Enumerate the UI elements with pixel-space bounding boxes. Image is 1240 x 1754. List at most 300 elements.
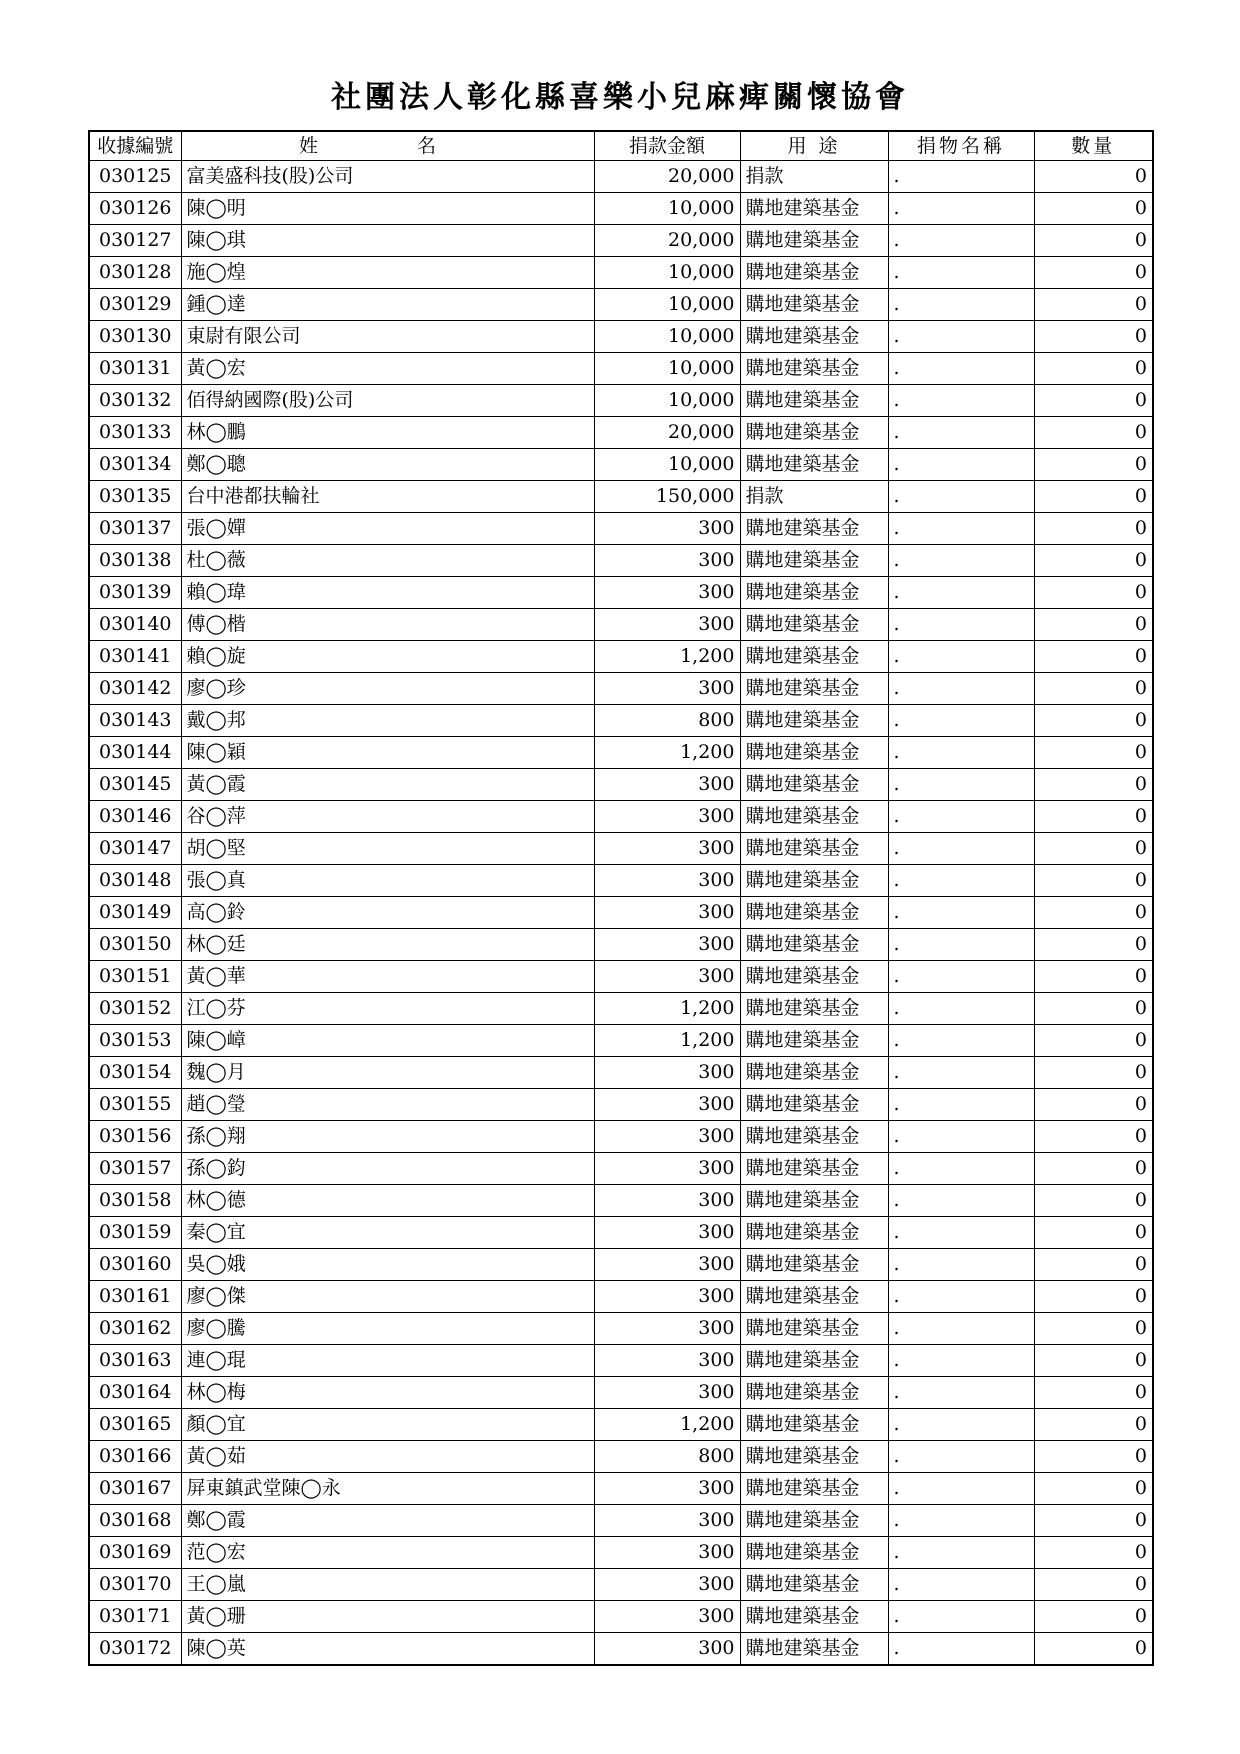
quantity-cell: 0: [1034, 289, 1153, 321]
quantity-cell: 0: [1034, 1537, 1153, 1569]
quantity-cell: 0: [1034, 449, 1153, 481]
purpose-cell: 捐款: [740, 161, 888, 193]
receipt-no-cell: 030125: [89, 161, 181, 193]
purpose-cell: 購地建築基金: [740, 929, 888, 961]
item-name-cell: .: [888, 833, 1034, 865]
quantity-cell: 0: [1034, 1249, 1153, 1281]
purpose-cell: 購地建築基金: [740, 577, 888, 609]
column-header-quantity: 數量: [1034, 131, 1153, 161]
item-name-cell: .: [888, 1633, 1034, 1666]
receipt-no-cell: 030152: [89, 993, 181, 1025]
amount-cell: 300: [594, 1217, 740, 1249]
amount-cell: 300: [594, 1249, 740, 1281]
donor-name-cell: 廖◯騰: [181, 1313, 594, 1345]
table-row: [89, 865, 1153, 897]
receipt-no-cell: 030132: [89, 385, 181, 417]
item-name-cell: .: [888, 705, 1034, 737]
receipt-no-cell: 030138: [89, 545, 181, 577]
item-name-cell: .: [888, 1121, 1034, 1153]
donor-name-cell: 吳◯娥: [181, 1249, 594, 1281]
table-row: [89, 1153, 1153, 1185]
quantity-cell: 0: [1034, 1505, 1153, 1537]
table-row: [89, 289, 1153, 321]
donor-name-cell: 王◯嵐: [181, 1569, 594, 1601]
table-row: [89, 609, 1153, 641]
donor-name-cell: 佰得納國際(股)公司: [181, 385, 594, 417]
purpose-cell: 購地建築基金: [740, 1025, 888, 1057]
donor-name-cell: 連◯琨: [181, 1345, 594, 1377]
table-row: [89, 897, 1153, 929]
amount-cell: 1,200: [594, 1409, 740, 1441]
receipt-no-cell: 030151: [89, 961, 181, 993]
donor-name-cell: 張◯嬋: [181, 513, 594, 545]
amount-cell: 300: [594, 1089, 740, 1121]
donor-name-cell: 黃◯宏: [181, 353, 594, 385]
quantity-cell: 0: [1034, 1473, 1153, 1505]
receipt-no-cell: 030137: [89, 513, 181, 545]
receipt-no-cell: 030142: [89, 673, 181, 705]
purpose-cell: 購地建築基金: [740, 961, 888, 993]
quantity-cell: 0: [1034, 545, 1153, 577]
table-row: [89, 1537, 1153, 1569]
amount-cell: 1,200: [594, 993, 740, 1025]
item-name-cell: .: [888, 1409, 1034, 1441]
purpose-cell: 購地建築基金: [740, 1057, 888, 1089]
item-name-cell: .: [888, 1249, 1034, 1281]
quantity-cell: 0: [1034, 993, 1153, 1025]
table-row: [89, 1281, 1153, 1313]
receipt-no-cell: 030145: [89, 769, 181, 801]
donor-name-cell: 林◯廷: [181, 929, 594, 961]
table-row: [89, 1409, 1153, 1441]
receipt-no-cell: 030139: [89, 577, 181, 609]
quantity-cell: 0: [1034, 385, 1153, 417]
donor-name-cell: 胡◯堅: [181, 833, 594, 865]
item-name-cell: .: [888, 1185, 1034, 1217]
receipt-no-cell: 030164: [89, 1377, 181, 1409]
receipt-no-cell: 030156: [89, 1121, 181, 1153]
amount-cell: 10,000: [594, 193, 740, 225]
donor-name-cell: 東尉有限公司: [181, 321, 594, 353]
quantity-cell: 0: [1034, 929, 1153, 961]
quantity-cell: 0: [1034, 1633, 1153, 1666]
item-name-cell: .: [888, 1313, 1034, 1345]
quantity-cell: 0: [1034, 1569, 1153, 1601]
table-row: [89, 1057, 1153, 1089]
receipt-no-cell: 030161: [89, 1281, 181, 1313]
purpose-cell: 購地建築基金: [740, 609, 888, 641]
quantity-cell: 0: [1034, 1409, 1153, 1441]
quantity-cell: 0: [1034, 961, 1153, 993]
item-name-cell: .: [888, 1025, 1034, 1057]
table-row: [89, 225, 1153, 257]
receipt-no-cell: 030135: [89, 481, 181, 513]
amount-cell: 10,000: [594, 385, 740, 417]
table-row: [89, 1217, 1153, 1249]
purpose-cell: 購地建築基金: [740, 1473, 888, 1505]
purpose-cell: 購地建築基金: [740, 1633, 888, 1666]
table-row: [89, 1249, 1153, 1281]
purpose-cell: 購地建築基金: [740, 321, 888, 353]
table-row: [89, 1089, 1153, 1121]
item-name-cell: .: [888, 321, 1034, 353]
amount-cell: 300: [594, 1537, 740, 1569]
page-title: 社團法人彰化縣喜樂小兒麻痺關懷協會: [331, 80, 909, 115]
donor-name-cell: 黃◯華: [181, 961, 594, 993]
receipt-no-cell: 030159: [89, 1217, 181, 1249]
receipt-no-cell: 030171: [89, 1601, 181, 1633]
table-row: [89, 801, 1153, 833]
table-body: [89, 161, 1153, 1666]
item-name-cell: .: [888, 1281, 1034, 1313]
table-row: [89, 577, 1153, 609]
item-name-cell: .: [888, 1505, 1034, 1537]
item-name-cell: .: [888, 1473, 1034, 1505]
receipt-no-cell: 030126: [89, 193, 181, 225]
table-row: [89, 1601, 1153, 1633]
donor-name-cell: 陳◯英: [181, 1633, 594, 1666]
purpose-cell: 購地建築基金: [740, 1313, 888, 1345]
purpose-cell: 購地建築基金: [740, 865, 888, 897]
purpose-cell: 購地建築基金: [740, 1249, 888, 1281]
purpose-cell: 購地建築基金: [740, 385, 888, 417]
quantity-cell: 0: [1034, 193, 1153, 225]
item-name-cell: .: [888, 1537, 1034, 1569]
quantity-cell: 0: [1034, 1377, 1153, 1409]
purpose-cell: 購地建築基金: [740, 353, 888, 385]
item-name-cell: .: [888, 449, 1034, 481]
donor-name-cell: 台中港都扶輪社: [181, 481, 594, 513]
table-row: [89, 161, 1153, 193]
purpose-cell: 購地建築基金: [740, 225, 888, 257]
item-name-cell: .: [888, 1057, 1034, 1089]
table-row: [89, 417, 1153, 449]
quantity-cell: 0: [1034, 1441, 1153, 1473]
purpose-cell: 購地建築基金: [740, 1345, 888, 1377]
table-row: [89, 1441, 1153, 1473]
table-row: [89, 673, 1153, 705]
donor-name-cell: 鍾◯達: [181, 289, 594, 321]
table-row: [89, 321, 1153, 353]
item-name-cell: .: [888, 353, 1034, 385]
item-name-cell: .: [888, 1217, 1034, 1249]
amount-cell: 300: [594, 961, 740, 993]
purpose-cell: 購地建築基金: [740, 1153, 888, 1185]
purpose-cell: 購地建築基金: [740, 897, 888, 929]
item-name-cell: .: [888, 737, 1034, 769]
table-row: [89, 929, 1153, 961]
amount-cell: 300: [594, 1601, 740, 1633]
quantity-cell: 0: [1034, 353, 1153, 385]
item-name-cell: .: [888, 801, 1034, 833]
quantity-cell: 0: [1034, 1217, 1153, 1249]
purpose-cell: 購地建築基金: [740, 801, 888, 833]
donor-name-cell: 林◯德: [181, 1185, 594, 1217]
amount-cell: 300: [594, 1153, 740, 1185]
donor-name-cell: 鄭◯聰: [181, 449, 594, 481]
donor-name-cell: 陳◯嶂: [181, 1025, 594, 1057]
column-header-amount: 捐款金額: [594, 131, 740, 161]
quantity-cell: 0: [1034, 161, 1153, 193]
item-name-cell: .: [888, 577, 1034, 609]
table-row: [89, 513, 1153, 545]
amount-cell: 1,200: [594, 641, 740, 673]
amount-cell: 1,200: [594, 737, 740, 769]
receipt-no-cell: 030131: [89, 353, 181, 385]
amount-cell: 20,000: [594, 161, 740, 193]
purpose-cell: 購地建築基金: [740, 673, 888, 705]
amount-cell: 300: [594, 1505, 740, 1537]
item-name-cell: .: [888, 1569, 1034, 1601]
table-header-row: [89, 131, 1153, 161]
purpose-cell: 購地建築基金: [740, 1569, 888, 1601]
item-name-cell: .: [888, 1089, 1034, 1121]
receipt-no-cell: 030129: [89, 289, 181, 321]
donor-name-cell: 黃◯霞: [181, 769, 594, 801]
purpose-cell: 購地建築基金: [740, 1121, 888, 1153]
amount-cell: 300: [594, 1473, 740, 1505]
purpose-cell: 購地建築基金: [740, 289, 888, 321]
amount-cell: 300: [594, 609, 740, 641]
amount-cell: 150,000: [594, 481, 740, 513]
amount-cell: 300: [594, 1121, 740, 1153]
item-name-cell: .: [888, 993, 1034, 1025]
table-row: [89, 1377, 1153, 1409]
table-row: [89, 481, 1153, 513]
donor-name-cell: 高◯鈴: [181, 897, 594, 929]
amount-cell: 300: [594, 513, 740, 545]
purpose-cell: 購地建築基金: [740, 257, 888, 289]
donor-name-cell: 趙◯瑩: [181, 1089, 594, 1121]
column-header-purpose: 用 途: [740, 131, 888, 161]
donor-name-cell: 陳◯琪: [181, 225, 594, 257]
quantity-cell: 0: [1034, 321, 1153, 353]
receipt-no-cell: 030141: [89, 641, 181, 673]
purpose-cell: 購地建築基金: [740, 705, 888, 737]
item-name-cell: .: [888, 385, 1034, 417]
donor-name-cell: 戴◯邦: [181, 705, 594, 737]
table-row: [89, 545, 1153, 577]
purpose-cell: 購地建築基金: [740, 1217, 888, 1249]
receipt-no-cell: 030163: [89, 1345, 181, 1377]
column-header-name: 姓 名: [181, 131, 594, 161]
amount-cell: 300: [594, 833, 740, 865]
quantity-cell: 0: [1034, 1025, 1153, 1057]
quantity-cell: 0: [1034, 673, 1153, 705]
donor-name-cell: 黃◯珊: [181, 1601, 594, 1633]
receipt-no-cell: 030155: [89, 1089, 181, 1121]
quantity-cell: 0: [1034, 1089, 1153, 1121]
receipt-no-cell: 030149: [89, 897, 181, 929]
donor-name-cell: 陳◯穎: [181, 737, 594, 769]
quantity-cell: 0: [1034, 417, 1153, 449]
donor-name-cell: 鄭◯霞: [181, 1505, 594, 1537]
donor-name-cell: 林◯梅: [181, 1377, 594, 1409]
purpose-cell: 購地建築基金: [740, 1505, 888, 1537]
item-name-cell: .: [888, 161, 1034, 193]
item-name-cell: .: [888, 769, 1034, 801]
quantity-cell: 0: [1034, 801, 1153, 833]
column-header-item-name: 捐物名稱: [888, 131, 1034, 161]
amount-cell: 800: [594, 705, 740, 737]
purpose-cell: 購地建築基金: [740, 1409, 888, 1441]
quantity-cell: 0: [1034, 225, 1153, 257]
quantity-cell: 0: [1034, 769, 1153, 801]
quantity-cell: 0: [1034, 1345, 1153, 1377]
table-row: [89, 1121, 1153, 1153]
purpose-cell: 捐款: [740, 481, 888, 513]
purpose-cell: 購地建築基金: [740, 449, 888, 481]
table-row: [89, 993, 1153, 1025]
quantity-cell: 0: [1034, 1281, 1153, 1313]
quantity-cell: 0: [1034, 1057, 1153, 1089]
receipt-no-cell: 030154: [89, 1057, 181, 1089]
purpose-cell: 購地建築基金: [740, 417, 888, 449]
table-row: [89, 449, 1153, 481]
donor-name-cell: 賴◯瑋: [181, 577, 594, 609]
donor-name-cell: 富美盛科技(股)公司: [181, 161, 594, 193]
donor-name-cell: 張◯真: [181, 865, 594, 897]
purpose-cell: 購地建築基金: [740, 1377, 888, 1409]
donor-name-cell: 屏東鎮武堂陳◯永: [181, 1473, 594, 1505]
quantity-cell: 0: [1034, 1121, 1153, 1153]
table-row: [89, 769, 1153, 801]
amount-cell: 20,000: [594, 417, 740, 449]
receipt-no-cell: 030144: [89, 737, 181, 769]
receipt-no-cell: 030169: [89, 1537, 181, 1569]
donor-name-cell: 江◯芬: [181, 993, 594, 1025]
table-row: [89, 193, 1153, 225]
amount-cell: 10,000: [594, 257, 740, 289]
item-name-cell: .: [888, 417, 1034, 449]
donor-name-cell: 谷◯萍: [181, 801, 594, 833]
purpose-cell: 購地建築基金: [740, 641, 888, 673]
table-row: [89, 1505, 1153, 1537]
table-row: [89, 705, 1153, 737]
purpose-cell: 購地建築基金: [740, 737, 888, 769]
receipt-no-cell: 030166: [89, 1441, 181, 1473]
item-name-cell: .: [888, 929, 1034, 961]
receipt-no-cell: 030167: [89, 1473, 181, 1505]
purpose-cell: 購地建築基金: [740, 1441, 888, 1473]
quantity-cell: 0: [1034, 897, 1153, 929]
receipt-no-cell: 030128: [89, 257, 181, 289]
item-name-cell: .: [888, 545, 1034, 577]
amount-cell: 300: [594, 801, 740, 833]
donation-table: [88, 130, 1154, 1666]
receipt-no-cell: 030158: [89, 1185, 181, 1217]
amount-cell: 300: [594, 577, 740, 609]
donor-name-cell: 賴◯旋: [181, 641, 594, 673]
quantity-cell: 0: [1034, 609, 1153, 641]
amount-cell: 10,000: [594, 321, 740, 353]
donor-name-cell: 孫◯翔: [181, 1121, 594, 1153]
amount-cell: 10,000: [594, 289, 740, 321]
receipt-no-cell: 030148: [89, 865, 181, 897]
amount-cell: 300: [594, 1569, 740, 1601]
quantity-cell: 0: [1034, 257, 1153, 289]
donor-name-cell: 施◯煌: [181, 257, 594, 289]
item-name-cell: .: [888, 481, 1034, 513]
donor-name-cell: 杜◯薇: [181, 545, 594, 577]
table-row: [89, 1185, 1153, 1217]
purpose-cell: 購地建築基金: [740, 545, 888, 577]
receipt-no-cell: 030140: [89, 609, 181, 641]
quantity-cell: 0: [1034, 513, 1153, 545]
receipt-no-cell: 030170: [89, 1569, 181, 1601]
receipt-no-cell: 030153: [89, 1025, 181, 1057]
quantity-cell: 0: [1034, 1185, 1153, 1217]
table-row: [89, 353, 1153, 385]
donor-name-cell: 秦◯宜: [181, 1217, 594, 1249]
item-name-cell: .: [888, 1153, 1034, 1185]
table-row: [89, 385, 1153, 417]
receipt-no-cell: 030150: [89, 929, 181, 961]
item-name-cell: .: [888, 1441, 1034, 1473]
receipt-no-cell: 030130: [89, 321, 181, 353]
table-row: [89, 641, 1153, 673]
quantity-cell: 0: [1034, 1601, 1153, 1633]
item-name-cell: .: [888, 961, 1034, 993]
quantity-cell: 0: [1034, 577, 1153, 609]
amount-cell: 300: [594, 1185, 740, 1217]
purpose-cell: 購地建築基金: [740, 513, 888, 545]
table-row: [89, 257, 1153, 289]
receipt-no-cell: 030127: [89, 225, 181, 257]
amount-cell: 300: [594, 897, 740, 929]
amount-cell: 1,200: [594, 1025, 740, 1057]
donor-name-cell: 魏◯月: [181, 1057, 594, 1089]
receipt-no-cell: 030157: [89, 1153, 181, 1185]
table-row: [89, 833, 1153, 865]
purpose-cell: 購地建築基金: [740, 1089, 888, 1121]
amount-cell: 300: [594, 929, 740, 961]
purpose-cell: 購地建築基金: [740, 993, 888, 1025]
item-name-cell: .: [888, 609, 1034, 641]
donor-name-cell: 黃◯茹: [181, 1441, 594, 1473]
purpose-cell: 購地建築基金: [740, 1185, 888, 1217]
amount-cell: 300: [594, 865, 740, 897]
quantity-cell: 0: [1034, 833, 1153, 865]
item-name-cell: .: [888, 225, 1034, 257]
amount-cell: 300: [594, 1345, 740, 1377]
receipt-no-cell: 030134: [89, 449, 181, 481]
receipt-no-cell: 030147: [89, 833, 181, 865]
receipt-no-cell: 030146: [89, 801, 181, 833]
table-row: [89, 1313, 1153, 1345]
amount-cell: 300: [594, 1377, 740, 1409]
item-name-cell: .: [888, 673, 1034, 705]
item-name-cell: .: [888, 193, 1034, 225]
item-name-cell: .: [888, 513, 1034, 545]
table-row: [89, 1473, 1153, 1505]
donor-name-cell: 范◯宏: [181, 1537, 594, 1569]
column-header-receipt-no: 收據編號: [89, 131, 181, 161]
amount-cell: 300: [594, 769, 740, 801]
amount-cell: 10,000: [594, 449, 740, 481]
quantity-cell: 0: [1034, 865, 1153, 897]
donor-name-cell: 顏◯宜: [181, 1409, 594, 1441]
amount-cell: 800: [594, 1441, 740, 1473]
quantity-cell: 0: [1034, 1313, 1153, 1345]
amount-cell: 300: [594, 673, 740, 705]
table-row: [89, 1025, 1153, 1057]
table-row: [89, 961, 1153, 993]
quantity-cell: 0: [1034, 705, 1153, 737]
amount-cell: 300: [594, 1313, 740, 1345]
amount-cell: 10,000: [594, 353, 740, 385]
donor-name-cell: 陳◯明: [181, 193, 594, 225]
